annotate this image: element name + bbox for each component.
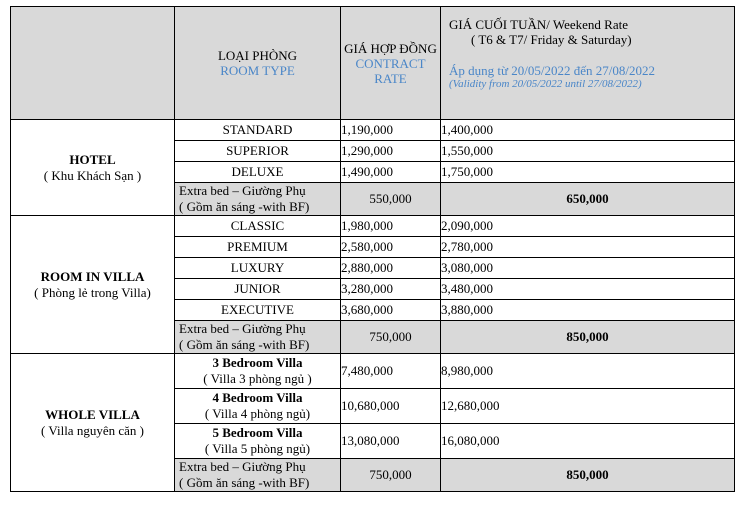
extra-line1: Extra bed – Giường Phụ	[179, 459, 306, 474]
villa-type-sub: ( Villa 4 phòng ngủ)	[204, 406, 311, 421]
weekend-title: GIÁ CUỐI TUẦN/ Weekend Rate	[449, 17, 628, 32]
group-name: ROOM IN VILLA	[40, 268, 145, 284]
room-type-cell: CLASSIC	[175, 216, 341, 237]
group-hotel	[11, 120, 175, 216]
weekend-cell: 3,480,000	[441, 279, 735, 300]
extra-line1: Extra bed – Giường Phụ	[179, 183, 306, 198]
header-contract-rate	[341, 7, 441, 120]
header-blank	[11, 7, 175, 120]
table-row	[11, 354, 735, 389]
weekend-sub: ( T6 & T7/ Friday & Saturday)	[471, 32, 632, 47]
weekend-cell: 8,980,000	[441, 354, 735, 389]
contract-cell: 1,490,000	[341, 162, 441, 183]
extra-line1: Extra bed – Giường Phụ	[179, 321, 306, 336]
header-weekend-rate	[441, 7, 735, 120]
validity-vi: Áp dụng từ 20/05/2022 đến 27/08/2022	[449, 63, 656, 78]
room-type-cell	[175, 389, 341, 424]
contract-cell: 7,480,000	[341, 354, 441, 389]
weekend-cell: 1,750,000	[441, 162, 735, 183]
weekend-cell: 1,550,000	[441, 141, 735, 162]
weekend-cell: 16,080,000	[441, 424, 735, 459]
group-name: WHOLE VILLA	[45, 406, 140, 422]
villa-type-sub: ( Villa 3 phòng ngủ )	[203, 371, 312, 386]
room-type-cell	[175, 354, 341, 389]
contract-cell: 3,680,000	[341, 300, 441, 321]
contract-vi: GIÁ HỢP ĐỒNG	[344, 40, 437, 56]
rate-table	[10, 6, 735, 492]
table-row	[11, 120, 735, 141]
extra-line2: ( Gồm ăn sáng -with BF)	[179, 475, 310, 490]
header-row	[11, 7, 735, 120]
extra-bed-label	[175, 459, 341, 492]
room-type-en: ROOM TYPE	[220, 63, 295, 78]
group-room-in-villa	[11, 216, 175, 354]
extra-line2: ( Gồm ăn sáng -with BF)	[179, 199, 310, 214]
room-type-cell: SUPERIOR	[175, 141, 341, 162]
contract-cell: 2,580,000	[341, 237, 441, 258]
contract-cell: 2,880,000	[341, 258, 441, 279]
weekend-cell: 2,780,000	[441, 237, 735, 258]
group-name: HOTEL	[69, 151, 116, 167]
group-sub: ( Villa nguyên căn )	[41, 422, 144, 438]
room-type-cell: LUXURY	[175, 258, 341, 279]
extra-line2: ( Gồm ăn sáng -with BF)	[179, 337, 310, 352]
group-sub: ( Phòng lẻ trong Villa)	[34, 284, 151, 300]
contract-cell: 13,080,000	[341, 424, 441, 459]
room-type-cell: EXECUTIVE	[175, 300, 341, 321]
group-whole-villa	[11, 354, 175, 492]
validity-en: (Validity from 20/05/2022 until 27/08/2022)	[449, 78, 642, 90]
contract-en: CONTRACT RATE	[355, 55, 426, 86]
room-type-vi: LOẠI PHÒNG	[217, 48, 298, 63]
weekend-cell: 850,000	[441, 321, 735, 354]
weekend-cell: 2,090,000	[441, 216, 735, 237]
room-type-cell	[175, 424, 341, 459]
contract-cell: 550,000	[341, 183, 441, 216]
group-sub: ( Khu Khách Sạn )	[43, 167, 142, 183]
contract-cell: 1,290,000	[341, 141, 441, 162]
weekend-cell: 3,880,000	[441, 300, 735, 321]
weekend-cell: 3,080,000	[441, 258, 735, 279]
contract-cell: 750,000	[341, 321, 441, 354]
weekend-cell: 12,680,000	[441, 389, 735, 424]
room-type-cell: JUNIOR	[175, 279, 341, 300]
table-row	[11, 216, 735, 237]
weekend-cell: 650,000	[441, 183, 735, 216]
weekend-cell: 850,000	[441, 459, 735, 492]
villa-type-sub: ( Villa 5 phòng ngủ)	[204, 441, 311, 456]
contract-cell: 10,680,000	[341, 389, 441, 424]
villa-type: 5 Bedroom Villa	[212, 425, 303, 440]
room-type-cell: DELUXE	[175, 162, 341, 183]
extra-bed-label	[175, 321, 341, 354]
contract-cell: 3,280,000	[341, 279, 441, 300]
villa-type: 3 Bedroom Villa	[212, 355, 303, 370]
contract-cell: 1,980,000	[341, 216, 441, 237]
contract-cell: 1,190,000	[341, 120, 441, 141]
header-room-type	[175, 7, 341, 120]
room-type-cell: STANDARD	[175, 120, 341, 141]
contract-cell: 750,000	[341, 459, 441, 492]
weekend-cell: 1,400,000	[441, 120, 735, 141]
room-type-cell: PREMIUM	[175, 237, 341, 258]
villa-type: 4 Bedroom Villa	[212, 390, 303, 405]
extra-bed-label	[175, 183, 341, 216]
